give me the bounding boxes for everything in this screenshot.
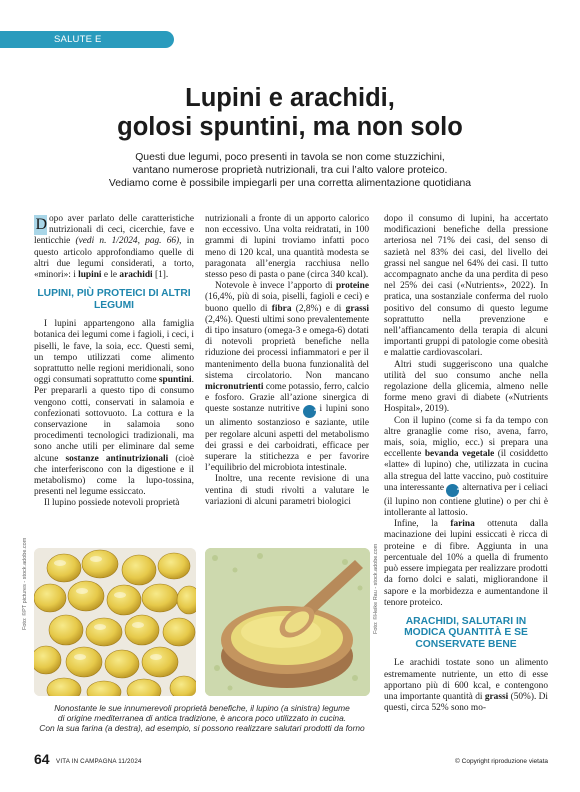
drop-cap: D <box>35 216 47 233</box>
lupin-flour-illustration <box>205 548 370 696</box>
paragraph: I lupini appartengono alla famiglia botanica dei legumi come i fagioli, i ceci, i piselli, le fave, la soia, ecc. Questi semi, un tempo utilizzati come alimento soprattutto nelle regioni meridionali, sono oggi consumati soprattutto come spuntini. Per prepararli a questo tipo di consumo vengono cotti, conservati in salamoia e confezionati sottovuoto. La cottura e la conservazione in salamoia sono procedimenti tecnologici tradizionali, ma sono anche utili per eliminare dal seme alcune sostanze antinutrizionali (cioè che interferiscono con la digestione e il metabolismo) come la lupo-tossina, presenti nel legume essiccato. <box>34 319 194 498</box>
lupin-flour-photo <box>205 548 370 696</box>
copyright-notice: © Copyright riproduzione vietata <box>455 758 548 765</box>
paragraph: Notevole è invece l’apporto di proteine (16,4%, più di soia, piselli, fagioli e ceci) e buono quello di fibra (2,8%) e di grassi (2,4%). Questi ultimi sono prevalentemente di tipo insaturo (omega-3 e omega-6) dotati di notevoli proprietà benefiche nella riduzione dei processi infiammatori e per il mantenimento della buona funzionalità del sistema circolatorio. Non mancano micronutrienti come potassio, ferro, calcio e fosforo. Grazie all’azione sinergica di queste sostanze nutritive ➜i lupini sono un alimento sostanzioso e saziante, utile per regolare alcuni aspetti del metabolismo dei grassi e dei carboidrati, efficace per superare la stitichezza e per favorire l’equilibrio del microbiota intestinale. <box>205 281 369 474</box>
caption-line-3: Con la sua farina (a destra), ad esempio, si possono realizzare salutari prodotti da forno <box>39 723 365 734</box>
intro-paragraph: D opo aver parlato delle caratteristiche nutrizionali di ceci, cicerchie, fave e lenticchie (vedi n. 1/2024, pag. 66), in questo articolo approfondiamo quelle di altri due legumi considerati, a torto, «minori»: i lupini e le arachidi [1]. <box>34 214 194 281</box>
lupin-beans-photo <box>34 548 196 696</box>
text-column-2 <box>205 214 369 508</box>
photo-credit-1: Foto: ©PT pictures - stock.adobe.com <box>22 537 28 630</box>
subtitle-line-1: Questi due legumi, poco presenti in tavola se non come stuzzichini, <box>135 152 445 163</box>
paragraph: Altri studi suggeriscono una qualche utilità del suo consumo anche nella regolazione della glicemia, almeno nelle forme meno gravi di diabete («Nutrients Hospital», 2019). <box>384 359 548 415</box>
paragraph: Infine, la farina ottenuta dalla macinazione dei lupini essiccati è ricca di proteine e di fibre. Aggiunta in una percentuale del 10% a quella di frumento può essere impiegata per realizzare prodotti da forno dolci e salati, migliorandone il sapore e la morbidezza e aumentandone il tenore proteico. <box>384 519 548 608</box>
article-title <box>40 84 540 142</box>
article-subtitle <box>60 151 520 190</box>
arrow-right-icon: ➜ <box>303 405 316 418</box>
title-line-2: golosi spuntini, ma non solo <box>117 113 463 141</box>
magazine-issue: VITA IN CAMPAGNA 11/2024 <box>56 758 142 765</box>
issue-reference: (vedi n. 1/2024, pag. 66) <box>75 236 180 247</box>
subheading-lupini: LUPINI, PIÙ PROTEICI DI ALTRI LEGUMI <box>37 288 191 311</box>
text-column-3 <box>384 214 548 714</box>
paragraph: nutrizionali a fronte di un apporto calorico non eccessivo. Una volta reidratati, in 100 grammi di lupini troviamo infatti poco meno di 120 kcal, una quantità modesta se paragonata all’energia racchiusa nello stesso peso di pasta o pane (circa 340 kcal). <box>205 214 369 281</box>
lupin-beans-illustration <box>34 548 196 696</box>
title-line-1: Lupini e arachidi, <box>185 84 395 112</box>
paragraph: Inoltre, una recente revisione di una ventina di studi rivolti a valutare le variazioni di alcuni parametri biologici <box>205 474 369 507</box>
subtitle-line-3: Vediamo come è possibile impiegarli per una corretta alimentazione quotidiana <box>108 178 472 189</box>
paragraph: Le arachidi tostate sono un alimento estremamente nutriente, un etto di esse apportano più di 600 kcal, e contengono una importante quantità di grassi (50%). Di questi, circa 52% sono mo- <box>384 658 549 714</box>
page-number: 64 <box>34 751 50 767</box>
photo-credit-2: Foto: ©Heike Rau - stock.adobe.com <box>373 543 379 634</box>
paragraph: Il lupino possiede notevoli proprietà <box>44 498 180 509</box>
photo-caption <box>34 703 370 734</box>
paragraph: dopo il consumo di lupini, ha accertato modificazioni benefiche della pressione arteriosa nel 71% dei casi, del senso di sazietà nel 83% dei casi, del livello dei grassi nel sangue nel 64% dei casi. Il tutto accompagnato anche da una perdita di peso nel 25% dei casi («Nutrients», 2022). In pratica, una sostanziale conferma del ruolo positivo del consumo di questo legume soprattutto nella prevenzione e nell’affiancamento della terapia di alcuni importanti gruppi di patologie come obesità e malattie cardiovascolari. <box>384 214 548 359</box>
paragraph: Con il lupino (come si fa da tempo con altre granaglie come riso, avena, farro, mais, soia, miglio, ecc.) si prepara una eccellente bevanda vegetale (il cosiddetto «latte» di lupino) che, utilizzata in cucina alla stregua del latte vaccino, può costituire una interessante ➜alternativa per i celiaci (il lupino non contiene glutine) o per chi è intollerante al lattosio. <box>384 415 548 519</box>
caption-line-2: di origine mediterranea di antica tradizione, è ancora poco utilizzato in cucina. <box>57 713 347 724</box>
caption-line-1: Nonostante le sue innumerevoli proprietà benefiche, il lupino (a sinistra) legume <box>54 703 350 713</box>
section-label: SALUTE E ALIMENTAZIONE <box>0 31 174 48</box>
subheading-arachidi: ARACHIDI, SALUTARI IN MODICA QUANTITÀ E SE CONSERVATE BENE <box>404 615 528 650</box>
arrow-right-icon: ➜ <box>446 484 459 497</box>
subtitle-line-2: vantano numerose proprietà nutrizionali, tra cui l’alto valore proteico. <box>132 165 448 176</box>
text-column-1 <box>34 214 194 510</box>
